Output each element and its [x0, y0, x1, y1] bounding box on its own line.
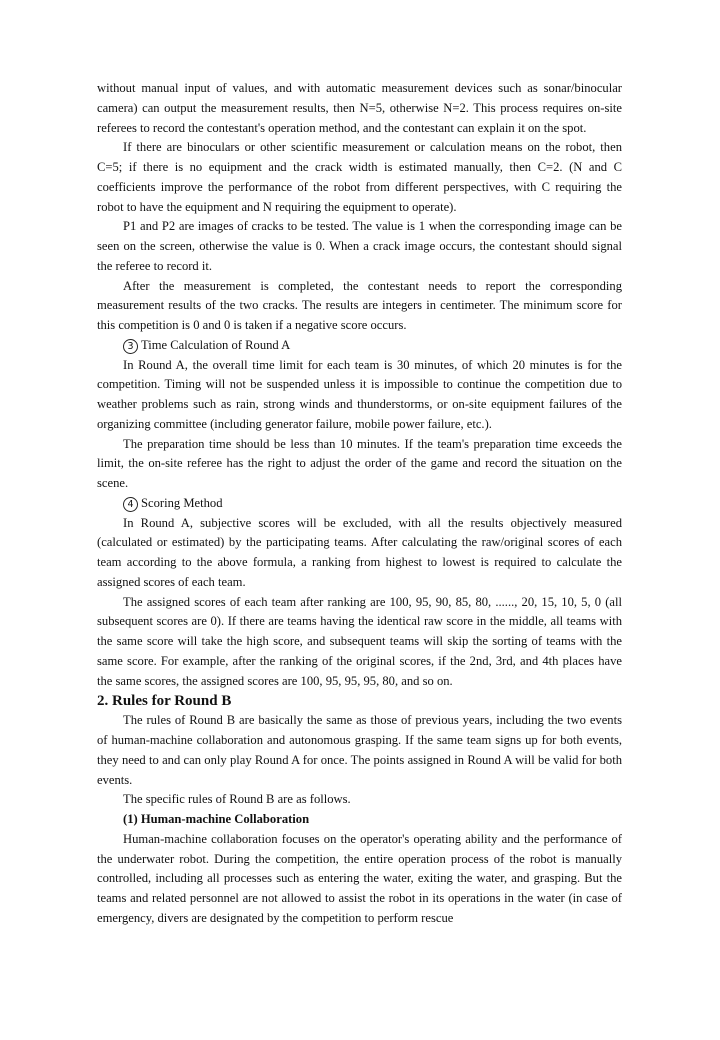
paragraph-specific-rules: The specific rules of Round B are as follows.	[123, 792, 351, 807]
section-heading-round-b: 2. Rules for Round B	[97, 693, 232, 710]
paragraph-preparation-time: The preparation time should be less than 10 minutes. If the team's preparation time exceeds the limit, the on-site referee has the right to adjust the order of the game and record the situation on the scene.	[97, 436, 622, 490]
paragraph-measurement-coefficient-n: without manual input of values, and with automatic measurement devices such as sonar/binocular camera) can output the measurement results, then N=5, otherwise N=2. This process requires on-site referees to record the contestant's operation method, and the contestant can explain it on the spot.	[97, 81, 622, 135]
paragraph-coefficient-c: If there are binoculars or other scientific measurement or calculation means on the robot, then C=5; if there is no equipment and the crack width is estimated manually, then C=2. (N and C coefficients improve the performance of the robot from different perspectives, with C requiring the robot to have the equipment and N requiring the equipment to operate).	[97, 140, 622, 214]
paragraph-objective-scores: In Round A, subjective scores will be excluded, with all the results objectively measured (calculated or estimated) by the participating teams. After calculating the raw/original scores of each team according to the above formula, a ranking from highest to lowest is required to calculate the assigned scores of each team.	[97, 515, 622, 589]
paragraph-crack-images: P1 and P2 are images of cracks to be tested. The value is 1 when the corresponding image can be seen on the screen, otherwise the value is 0. When a crack image occurs, the contestant should signal the referee to record it.	[97, 219, 622, 273]
subsection-heading-human-machine-collaboration: (1) Human-machine Collaboration	[123, 812, 310, 826]
subheading-scoring-method-title: Scoring Method	[141, 495, 223, 510]
subheading-time-calculation	[97, 336, 622, 356]
document-page	[97, 79, 622, 929]
paragraph-time-limit: In Round A, the overall time limit for each team is 30 minutes, of which 20 minutes is for the competition. Timing will not be suspended unless it is impossible to continue the competition due to weather problems such as rain, strong winds and thunderstorms, or on-site equipment failures of the organizing committee (including generator failure, mobile power failure, etc.).	[97, 357, 622, 431]
paragraph-round-b-rules: The rules of Round B are basically the same as those of previous years, including the two events of human-machine collaboration and autonomous grasping. If the same team signs up for both events, they need to and can only play Round A for once. The points assigned in Round A will be valid for both events.	[97, 713, 622, 787]
circled-number-four: 4	[123, 497, 138, 512]
circled-number-three: 3	[123, 339, 138, 354]
paragraph-measurement-results: After the measurement is completed, the contestant needs to report the corresponding measurement results of the two cracks. The results are integers in centimeter. The minimum score for this competition is 0 and 0 is taken if a negative score occurs.	[97, 278, 622, 332]
subheading-time-calculation-title: Time Calculation of Round A	[141, 337, 291, 352]
paragraph-assigned-scores: The assigned scores of each team after ranking are 100, 95, 90, 85, 80, ......, 20, 15, 10, 5, 0 (all subsequent scores are 0). If there are teams having the identical raw score in the middle, all teams with the same score will take the high score, and subsequent teams will skip the sorting of teams with the same score. For example, after the ranking of the original scores, if the 2nd, 3rd, and 4th places have the same scores, the assigned scores are 100, 95, 95, 95, 80, and so on.	[97, 594, 622, 688]
paragraph-human-machine-collaboration: Human-machine collaboration focuses on the operator's operating ability and the performance of the underwater robot. During the competition, the entire operation process of the robot is manually controlled, including all processes such as entering the water, exiting the water, and grasping. But the teams and related personnel are not allowed to assist the robot in its operations in the water (in case of emergency, divers are designated by the competition to perform rescue	[97, 831, 622, 925]
subheading-scoring-method	[97, 494, 622, 514]
